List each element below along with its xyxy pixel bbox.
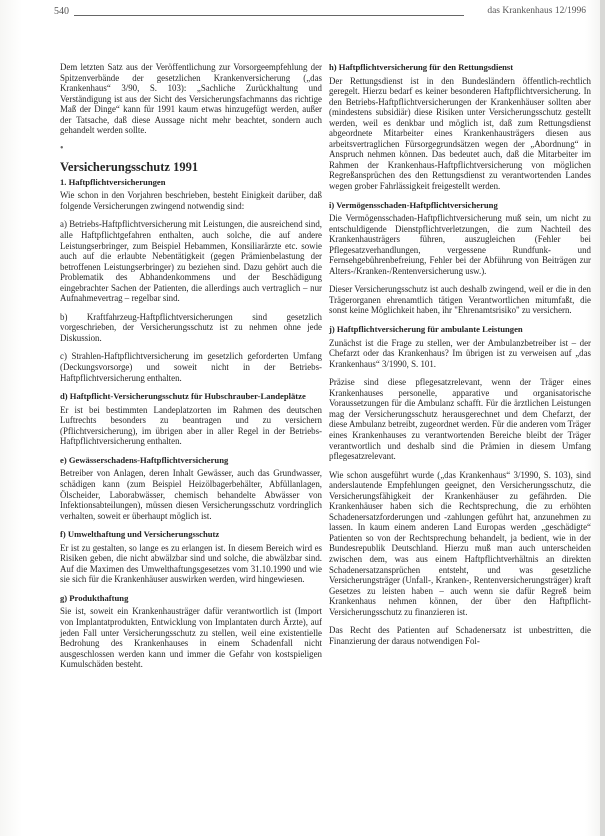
- item-i-body-1: Die Vermögensschaden-Haftpflichtversicherung muß sein, um nicht zu entschuldigende Dienstpflichtverletzungen, die zum Nachteil des Krankenhausträgers führen, auszugleichen (Fehler bei Pflegesatzverhandlungen, vergessene Rundfunk- und Fernsehgebührenbefreiung, Fehler bei der Abführung von Beiträgen zur Alters-/Kranken-/Rentenversicherung usw.).: [329, 213, 591, 276]
- item-h-body: Der Rettungsdienst ist in den Bundesländern öffentlich-rechtlich geregelt. Hierzu bedarf es keiner besonderen Haftpflichtversicherung. In den Betriebs-Haftpflichtversicherungen der Krankenhäuser sollten aber (mindestens subsidiär) diese Risiken unter Versicherungsschutz gestellt werden, weil es denkbar und möglich ist, daß zum Rettungsdienst abgeordnete Mitarbeiter eines Krankenhausträgers diesen aus arbeitsvertraglichen Fürsorgegrundsätzen wegen der „Abordnung“ in Anspruch nehmen können. Das bedeutet auch, daß die Mitarbeiter im Rahmen der Krankenhaus-Haftpflichtversicherung von möglichen Regreßansprüchen des den Rettungsdienst zu verantwortenden Landes wegen grober Fahrlässigkeit freigestellt werden.: [329, 75, 591, 192]
- subsection-title: 1. Haftpflichtversicherungen: [60, 176, 166, 187]
- header-rule: [74, 15, 464, 16]
- item-a: a) Betriebs-Haftpflichtversicherung mit Leistungen, die ausreichend sind, alle Haftpflichtgefahren enthalten, auch solche, die auf andere Leistungserbringer, zum Beispiel Hebammen, Konsiliarärzte etc. sowie auch auf die erlaubte Nebentätigkeit (gegen Prämienbelastung der betroffenen Leistungserbringer) zu beziehen sind. Dazu gehört auch die Problematik des Abhandenkommens und der Beschädigung eingebrachter Sachen der Patienten, die allerdings auch vertraglich – nur Aufnahmevertrag – regelbar sind.: [60, 219, 322, 304]
- item-j-body-3: Wie schon ausgeführt wurde („das Krankenhaus“ 3/1990, S. 103), sind anderslautende Empfehlungen geeignet, den Versicherungsschutz, die Versicherungsfähigkeit der Krankenhäuser zu gefährden. Die Krankenhäuser haben sich die Rechtsprechung, die zu erhöhten Schadenersatzforderungen und -zahlungen geführt hat, anzunehmen zu lassen. In kaum einem anderen Land Europas werden „geschädigte“ Patienten so von der Rechtsprechung behandelt, ja bedient, wie in der Bundesrepublik Deutschland. Hierzu muß man auch unterscheiden zwischen dem, was aus einem Haftpflichtverhältnis an direkten Schadenersatzansprüchen entsteht, und was gesetzliche Versicherungsträger (Unfall-, Kranken-, Rentenversicherungsträger) kraft Gesetzes zu leisten haben – auch wenn sie dafür Regreß beim Krankenhaus nehmen können, der über den Haftpflicht-Versicherungsschutz zu finanzieren ist.: [329, 469, 591, 617]
- item-f-heading: f) Umwelthaftung und Versicherungsschutz: [60, 529, 220, 540]
- item-j-body-4: Das Recht des Patienten auf Schadenersatz ist unbestritten, die Finanzierung der daraus notwendigen Fol-: [329, 625, 591, 646]
- item-j-body-2: Präzise sind diese pflegesatzrelevant, wenn der Träger eines Krankenhauses personelle, apparative und organisatorische Voraussetzungen für die Ambulanz schafft. Für die ärztlichen Leistungen mag der Versicherungsschutz herausgerechnet und dem Chefarzt, der diese Ambulanz betreibt, zugeordnet werden. Für die anderen vom Träger eines Krankenhauses zu verantwortenden Bereiche bleibt der Träger verantwortlich und deshalb sind die Prämien in diesem Umfang pflegesatzrelevant.: [329, 377, 591, 462]
- item-e-body: Betreiber von Anlagen, deren Inhalt Gewässer, auch das Grundwasser, schädigen kann (zum Beispiel Heizölbagerbehälter, Abfüllanlagen, Ölscheider, Laborabwässer, chemisch behandelte Abwässer von Infektionsabteilungen), müssen diesen Versicherungsschutz vordringlich verhalten, soweit er überhaupt möglich ist.: [60, 468, 322, 521]
- left-column: [60, 62, 322, 670]
- item-e-heading: e) Gewässerschadens-Haftpflichtversicherung: [60, 454, 229, 465]
- item-f-body: Er ist zu gestalten, so lange es zu erlangen ist. In diesem Bereich wird es Risiken geben, die nicht abwälzbar sind und solche, die abwälzbar sind. Auf die Maximen des Umwelthaftungsgesetzes vom 31.10.1990 und wie sie sich für die Krankenhäuser auswirken werden, wird hingewiesen.: [60, 542, 322, 585]
- right-column: [329, 62, 591, 646]
- item-d-body: Er ist bei bestimmten Landeplatzorten im Rahmen des deutschen Luftrechts besonders zu beantragen und zu versichern (Pflichtversicherung), im übrigen aber in aller Regel in der Betriebs-Haftpflichtversicherung enthalten.: [60, 404, 322, 447]
- item-d-heading: d) Haftpflicht-Versicherungsschutz für Hubschrauber-Landeplätze: [60, 391, 306, 402]
- item-b: b) Kraftfahrzeug-Haftpflichtversicherungen sind gesetzlich vorgeschrieben, der Versicherungsschutz ist zu nehmen ohne jede Diskussion.: [60, 311, 322, 343]
- item-j-body-1: Zunächst ist die Frage zu stellen, wer der Ambulanzbetreiber ist – der Chefarzt oder das Krankenhaus? Im übrigen ist zu verweisen auf „das Krankenhaus“ 3/1990, S. 101.: [329, 337, 591, 369]
- item-i-body-2: Dieser Versicherungsschutz ist auch deshalb zwingend, weil er die in den Trägerorganen ehrenamtlich tätigen Verantwortlichen mitumfaßt, die sonst keine Möglichkeit haben, ihr "Ehrenamtsrisiko" zu versichern.: [329, 284, 591, 316]
- journal-title: das Krankenhaus 12/1996: [487, 6, 586, 16]
- item-h-heading: h) Haftpflichtversicherung für den Rettungsdienst: [329, 62, 514, 72]
- page-number: 540: [54, 6, 69, 17]
- item-g-heading: g) Produkthaftung: [60, 592, 129, 603]
- item-j-heading: j) Haftpflichtversicherung für ambulante Leistungen: [329, 324, 523, 335]
- running-header: [54, 6, 586, 20]
- item-g-body: Sie ist, soweit ein Krankenhausträger dafür verantwortlich ist (Import von Implantatprodukten, Entwicklung von Implantaten durch Ärzte), auf jeden Fall unter Versicherungsschutz zu stellen, weil eine existentielle Bedrohung des Krankenhauses in einem Schadenfall nicht ausgeschlossen werden kann und immer die Gefahr von kostspieligen Kumulschäden besteht.: [60, 606, 322, 670]
- item-c: c) Strahlen-Haftpflichtversicherung im gesetzlich geforderten Umfang (Deckungsvorsorge) und soweit nicht in der Betriebs-Haftpflichtversicherung enthalten.: [60, 351, 322, 383]
- intro-paragraph: Dem letzten Satz aus der Veröffentlichung zur Vorsorgeempfehlung der Spitzenverbände der gesetzlichen Krankenversicherung („das Krankenhaus“ 3/90, S. 103): „Sachliche Zurückhaltung und Verständigung ist aus der Sicht des Versicherungsfachmanns das richtige Maß der Dinge“ kann für 1991 kaum etwas hinzugefügt werden, außer der Tatsache, daß diese Aussage nicht mehr beachtet, sondern auch gehandelt werden sollte.: [60, 62, 322, 136]
- item-i-heading: i) Vermögensschaden-Haftpflichtversicherung: [329, 199, 498, 210]
- subsection-intro: Wie schon in den Vorjahren beschrieben, besteht Einigkeit darüber, daß folgende Versicherungen zwingend notwendig sind:: [60, 190, 322, 211]
- page-edge-shadow: [600, 0, 605, 836]
- section-title: Versicherungsschutz 1991: [60, 159, 199, 174]
- bullet-mark: •: [60, 142, 64, 154]
